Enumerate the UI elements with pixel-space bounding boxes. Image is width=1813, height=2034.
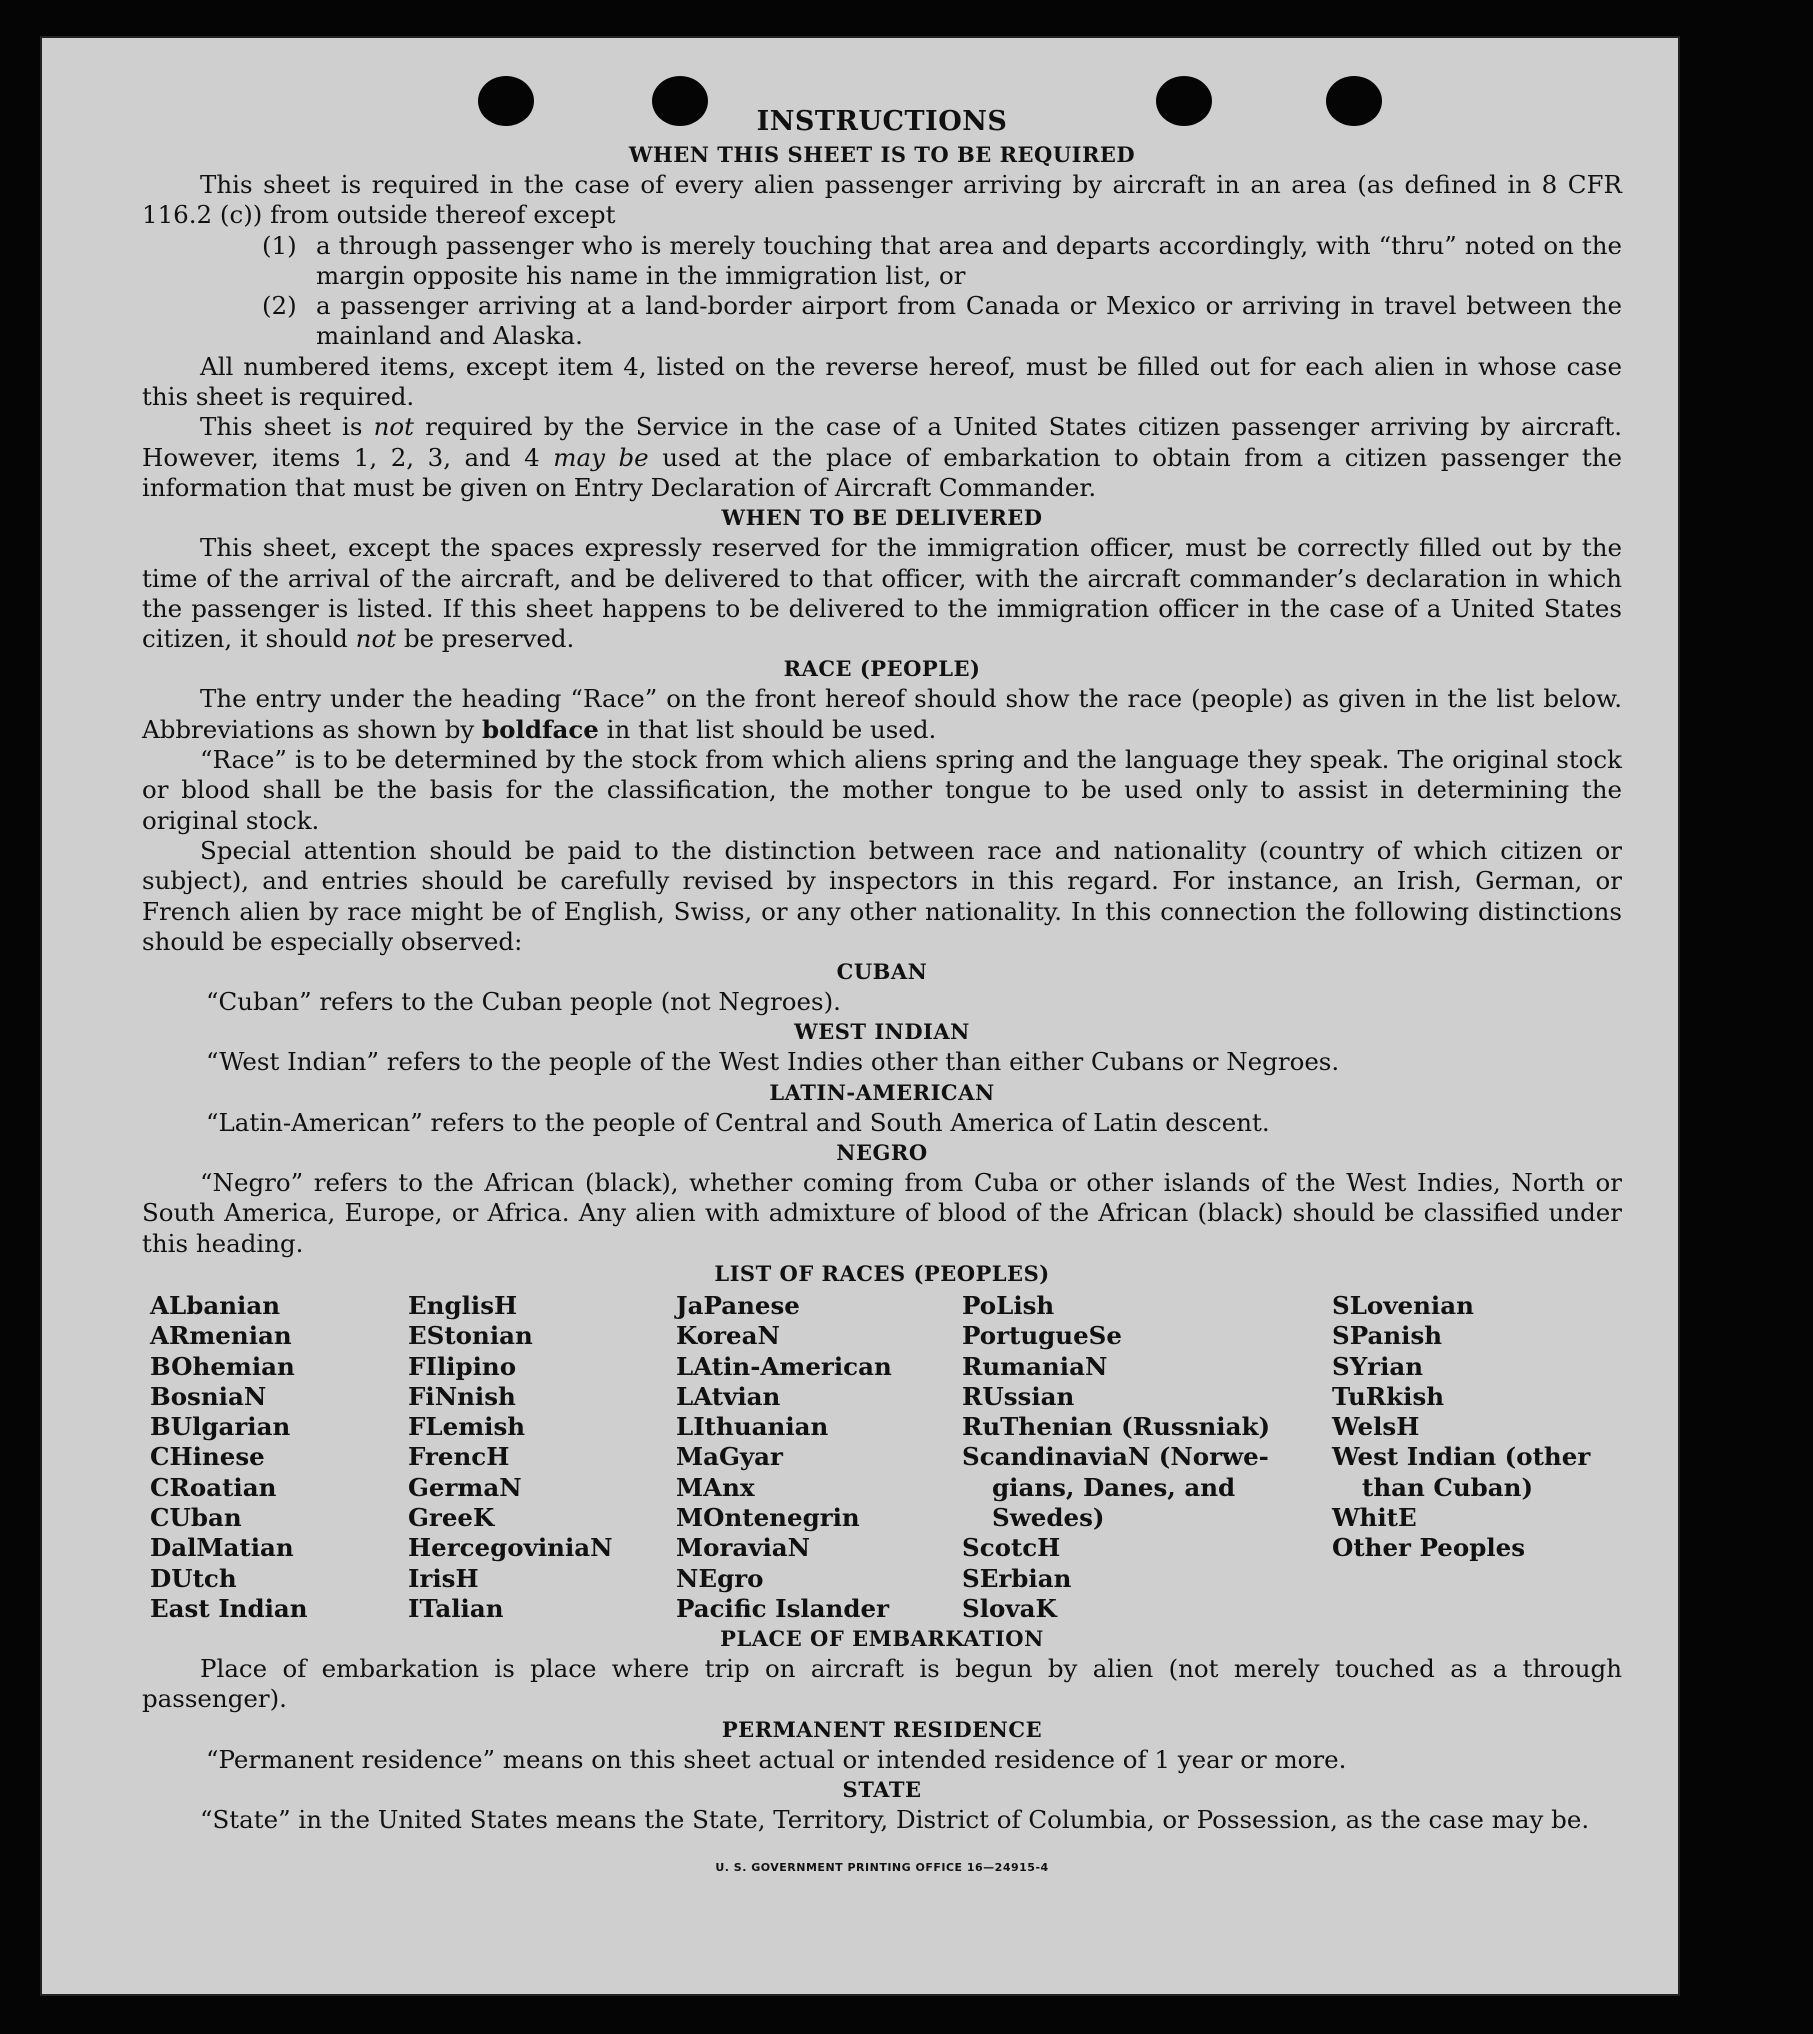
- race-entry: ALbanian: [150, 1290, 281, 1320]
- race-entry: BOhemian: [150, 1351, 295, 1381]
- section-heading-latin-american: LATIN-AMERICAN: [769, 1079, 995, 1105]
- race-entry: KoreaN: [676, 1321, 780, 1351]
- section-heading-list-of-races: LIST OF RACES (PEOPLES): [714, 1260, 1050, 1286]
- race-entry: West Indian (other: [1332, 1442, 1591, 1472]
- document-sheet: [40, 36, 1680, 1996]
- race-entry: CHinese: [150, 1442, 265, 1472]
- paragraph: “Cuban” refers to the Cuban people (not Negroes).: [206, 987, 841, 1017]
- section-heading-state: STATE: [842, 1777, 922, 1803]
- race-entry: LIthuanian: [676, 1412, 829, 1442]
- races-column: [1332, 1291, 1592, 1624]
- race-entry: FIlipino: [408, 1351, 517, 1381]
- race-entry: FrencH: [408, 1442, 510, 1472]
- race-entry: GermaN: [408, 1472, 522, 1502]
- race-entry: Other Peoples: [1332, 1533, 1526, 1563]
- race-entry: SLovenian: [1332, 1290, 1474, 1320]
- paragraph: “West Indian” refers to the people of the West Indies other than either Cubans or Negroes.: [206, 1047, 1340, 1077]
- section-heading-when-delivered: WHEN TO BE DELIVERED: [721, 505, 1043, 531]
- paragraph: Special attention should be paid to the distinction between race and nationality (country of which citizen or subject), and entries should be carefully revised by inspectors in this regard. For instance, an Irish, German, or French alien by race might be of English, Swiss, or any other nationality. In this connection the following distinctions should be especially observed:: [142, 835, 1622, 956]
- race-entry: EStonian: [408, 1321, 533, 1351]
- paragraph: Place of embarkation is place where trip on aircraft is begun by alien (not merely touched as a through passenger).: [142, 1654, 1622, 1714]
- race-entry: RumaniaN: [962, 1351, 1108, 1381]
- race-entry: IrisH: [408, 1563, 479, 1593]
- race-entry: FLemish: [408, 1412, 526, 1442]
- paragraph: “Permanent residence” means on this sheet actual or intended residence of 1 year or more.: [206, 1744, 1347, 1774]
- paragraph: “State” in the United States means the State, Territory, District of Columbia, or Possession, as the case may be.: [200, 1805, 1590, 1835]
- race-entry: ScandinaviaN (Norwe-: [962, 1442, 1269, 1472]
- paragraph: This sheet is required in the case of every alien passenger arriving by aircraft in an area (as defined in 8 CFR 116.2 (c)) from outside thereof except: [142, 170, 1622, 230]
- race-entry: SPanish: [1332, 1321, 1443, 1351]
- page-title: INSTRUCTIONS: [756, 106, 1008, 137]
- races-column: [962, 1291, 1332, 1624]
- race-entry: CRoatian: [150, 1472, 277, 1502]
- section-heading-negro: NEGRO: [836, 1140, 928, 1166]
- race-entry: Pacific Islander: [676, 1593, 889, 1623]
- race-entry: WelsH: [1332, 1412, 1420, 1442]
- item-number: (1): [262, 230, 297, 260]
- race-entry: EnglisH: [408, 1290, 518, 1320]
- race-entry: East Indian: [150, 1593, 308, 1623]
- paragraph: The entry under the heading “Race” on the front hereof should show the race (people) as given in the list below. Abbreviations as shown by boldface in that list should be used.: [142, 684, 1622, 744]
- section-heading-race: RACE (PEOPLE): [783, 656, 981, 682]
- race-entry: MaGyar: [676, 1442, 783, 1472]
- race-entry: LAtin-American: [676, 1351, 892, 1381]
- section-heading-when-required: WHEN THIS SHEET IS TO BE REQUIRED: [628, 142, 1136, 167]
- paragraph: “Latin-American” refers to the people of Central and South America of Latin descent.: [206, 1107, 1270, 1137]
- paragraph: This sheet is not required by the Service in the case of a United States citizen passenger arriving by aircraft. However, items 1, 2, 3, and 4 may be used at the place of embarkation to obtain from a citizen passenger the information that must be given on Entry Declaration of Aircraft Commander.: [142, 412, 1622, 502]
- race-entry: BUlgarian: [150, 1412, 291, 1442]
- paragraph: All numbered items, except item 4, listed on the reverse hereof, must be filled out for each alien in whose case this sheet is required.: [142, 351, 1622, 412]
- race-entry: MoraviaN: [676, 1533, 811, 1563]
- races-column: [408, 1291, 676, 1624]
- races-column: [142, 1291, 408, 1624]
- section-heading-cuban: CUBAN: [836, 959, 928, 985]
- race-entry: Swedes): [992, 1502, 1105, 1532]
- race-entry: HercegoviniaN: [408, 1533, 613, 1563]
- race-entry: MOntenegrin: [676, 1502, 860, 1532]
- race-entry: MAnx: [676, 1472, 755, 1502]
- paragraph: This sheet, except the spaces expressly reserved for the immigration officer, must be correctly filled out by the time of the arrival of the aircraft, and be delivered to that officer, with the aircraft commander’s declaration in which the passenger is listed. If this sheet happens to be delivered to the immigration officer in the case of a United States citizen, it should not be preserved.: [142, 533, 1622, 654]
- race-entry: RuThenian (Russniak): [962, 1412, 1271, 1442]
- race-entry: WhitE: [1332, 1502, 1417, 1532]
- race-entry: SYrian: [1332, 1351, 1424, 1381]
- race-entry: PortugueSe: [962, 1321, 1122, 1351]
- race-entry: ScotcH: [962, 1533, 1061, 1563]
- item-text: a passenger arriving at a land-border airport from Canada or Mexico or arriving in travel between the mainland and Alaska.: [316, 291, 1622, 351]
- race-entry: BosniaN: [150, 1381, 267, 1411]
- race-entry: FiNnish: [408, 1381, 516, 1411]
- exception-item: [262, 231, 1622, 292]
- race-entry: DalMatian: [150, 1533, 294, 1563]
- race-entry: ITalian: [408, 1593, 504, 1623]
- race-entry: ARmenian: [150, 1321, 292, 1351]
- item-number: (2): [262, 291, 297, 321]
- paragraph: “Negro” refers to the African (black), whether coming from Cuba or other islands of the West Indies, North or South America, Europe, or Africa. Any alien with admixture of blood of the African (black) should be classified under this heading.: [142, 1168, 1622, 1258]
- section-heading-embarkation: PLACE OF EMBARKATION: [720, 1626, 1044, 1652]
- race-entry: than Cuban): [1362, 1472, 1534, 1502]
- race-entry: gians, Danes, and: [992, 1472, 1236, 1502]
- printing-office-footer: U. S. GOVERNMENT PRINTING OFFICE 16—24915-4: [715, 1861, 1049, 1875]
- race-entry: JaPanese: [676, 1290, 800, 1320]
- race-entry: TuRkish: [1332, 1381, 1445, 1411]
- race-entry: GreeK: [408, 1502, 495, 1532]
- paragraph: “Race” is to be determined by the stock from which aliens spring and the language they speak. The original stock or blood shall be the basis for the classification, the mother tongue to be used only to assist in determining the original stock.: [142, 745, 1622, 835]
- item-text: a through passenger who is merely touching that area and departs accordingly, with “thru” noted on the margin opposite his name in the immigration list, or: [316, 230, 1622, 290]
- race-entry: PoLish: [962, 1290, 1055, 1320]
- race-entry: DUtch: [150, 1563, 237, 1593]
- race-entry: NEgro: [676, 1563, 764, 1593]
- section-heading-west-indian: WEST INDIAN: [794, 1019, 970, 1045]
- race-entry: LAtvian: [676, 1381, 781, 1411]
- races-column: [676, 1291, 962, 1624]
- section-heading-residence: PERMANENT RESIDENCE: [721, 1716, 1043, 1742]
- race-entry: SErbian: [962, 1563, 1072, 1593]
- instructions-content: [142, 104, 1622, 1884]
- exception-item: [262, 291, 1622, 352]
- race-entry: CUban: [150, 1502, 242, 1532]
- race-entry: SlovaK: [962, 1593, 1057, 1623]
- races-list: [142, 1291, 1622, 1624]
- race-entry: RUssian: [962, 1381, 1075, 1411]
